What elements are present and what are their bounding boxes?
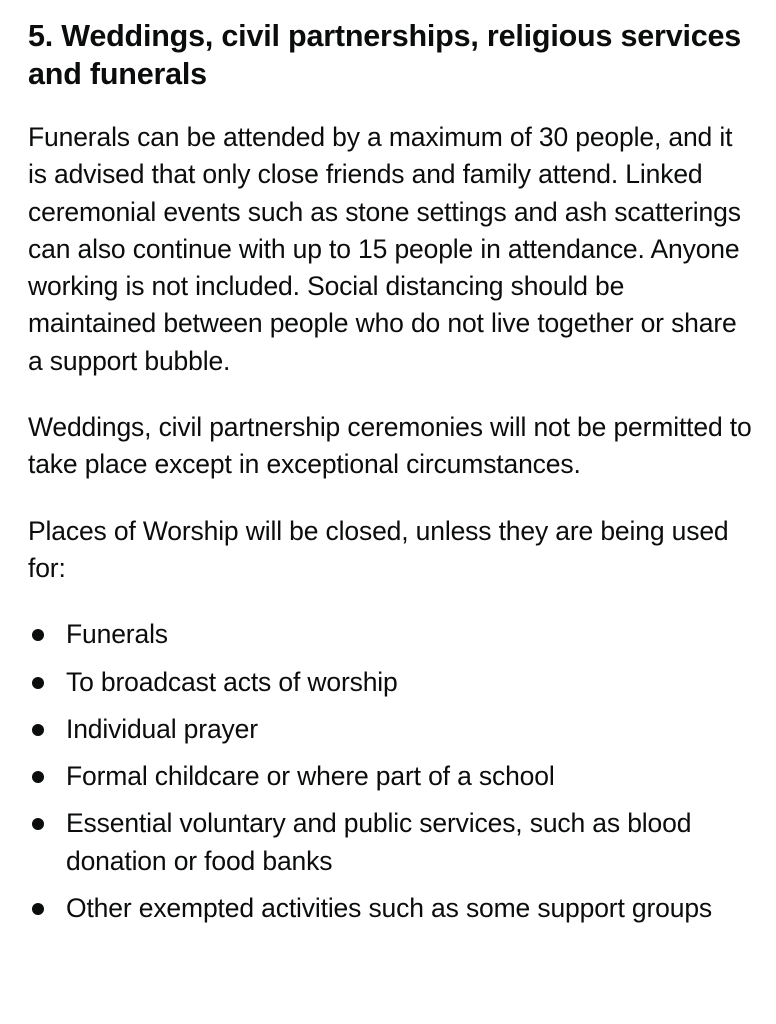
list-item-text: To broadcast acts of worship	[66, 666, 398, 697]
list-item	[28, 758, 752, 795]
list-item	[28, 890, 752, 927]
section-heading: 5. Weddings, civil partnerships, religious services and funerals	[28, 19, 742, 91]
bullet-icon	[32, 677, 44, 689]
list-item-text: Funerals	[66, 619, 168, 650]
list-item-text: Essential voluntary and public services, such as blood donation or food banks	[66, 808, 692, 876]
exemptions-list	[28, 616, 752, 927]
list-item-text: Individual prayer	[66, 713, 258, 744]
bullet-icon	[32, 903, 44, 915]
list-item	[28, 711, 752, 748]
funerals-paragraph: Funerals can be attended by a maximum of 30 people, and it is advised that only close friends and family attend. Linked ceremonial events such as stone settings and ash scatterings can also continue with up to 15 people in attendance. Anyone working is not included. Social distancing should be maintained between people who do not live together or share a support bubble.	[28, 122, 741, 376]
list-item	[28, 805, 752, 880]
list-item-text: Formal childcare or where part of a school	[66, 761, 555, 792]
list-item-text: Other exempted activities such as some support groups	[66, 893, 713, 924]
list-item	[28, 664, 752, 701]
bullet-icon	[32, 771, 44, 783]
places-of-worship-paragraph: Places of Worship will be closed, unless they are being used for:	[28, 515, 729, 583]
bullet-icon	[32, 818, 44, 830]
bullet-icon	[32, 724, 44, 736]
weddings-paragraph: Weddings, civil partnership ceremonies will not be permitted to take place except in exceptional circumstances.	[28, 412, 752, 480]
bullet-icon	[32, 629, 44, 641]
list-item	[28, 616, 752, 653]
